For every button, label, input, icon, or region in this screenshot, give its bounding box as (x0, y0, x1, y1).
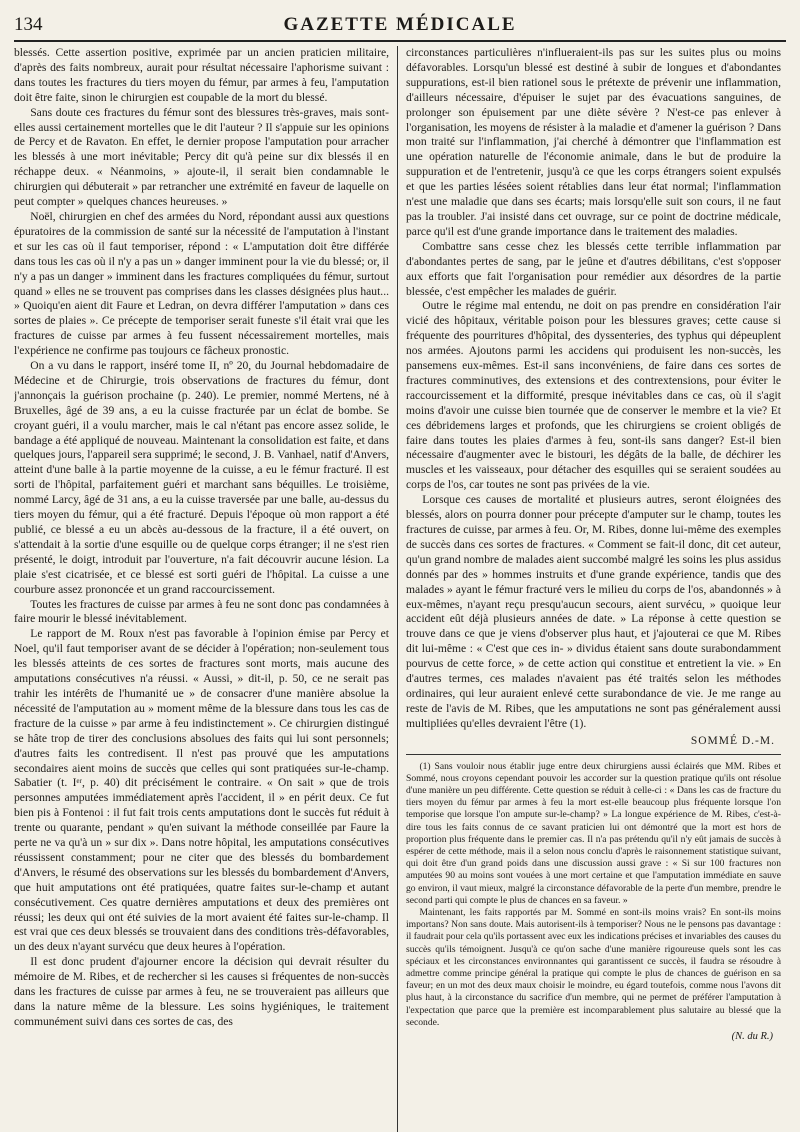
page-number: 134 (14, 14, 43, 35)
paragraph: On a vu dans le rapport, inséré tome II, nº 20, du Journal hebdomadaire de Médecine et de Chirurgie, trois observations de fractures du fémur, dont j'annonçais la guérison prochaine (p. 240). Le premier, nommé Mertens, né à Bruxelles, âgé de 39 ans, a eu la cuisse fracturée par un éclat de bombe. Se croyant guéri, il a voulu marcher, mais le cal n'étant pas encore assez solide, le bandage a été appliqué de nouveau. Maintenant la consolidation est faite, et dans quelques jours, l'appareil sera supprimé; le second, J. B. Vanhael, natif d'Anvers, atteint d'une balle à la partie moyenne de la cuisse, a eu le fémur fracturé. Il est sorti de l'hôpital, parfaitement guéri et marchant sans béquilles. Le troisième, nommé Larcy, âgé de 31 ans, a eu la cuisse traversée par une balle, au-dessus du tiers moyen du fémur, qui a été fracturé. Depuis l'époque où mon rapport a été publié, ce blessé a eu un abcès au-dessous de la fracture, il a été ouvert, on s'attendait à la sortie d'une esquille ou de quelque corps étranger; il ne s'est rien présenté, le doigt, introduit par l'ouverture, n'a fait découvrir aucune lésion. La plaie s'est cicatrisée, et ce blessé est sorti guéri de l'hôpital. La cuisse a une courbure assez prononcée et un grand raccourcissement. (14, 359, 389, 596)
footnote-paragraph: Maintenant, les faits rapportés par M. Sommé en sont-ils moins vrais? En sont-ils moins importans? Non sans doute. Mais autorisent-ils à temporiser? Nous ne le pensons pas davantage : il faudrait pour cela qu'ils portassent avec eux les indications précises et invariables des causes du succès qu'ils témoignent. Jusqu'à ce qu'on sache d'une manière rigoureuse quels sont les cas spéciaux et les circonstances environnantes qui garantissent ce succès, il faudra se résoudre à admettre comme principe général la pratique qui compte le plus de chances de guérison en sa faveur; en un mot des deux maux choisir le moindre, eu égard toutefois, comme nous l'avons dit plus haut, à la circonstance du sacrifice d'un membre, qui ne permet de préférer l'amputation à l'expectation que parce que la première est incomparablement plus salutaire au blessé que la seconde. (406, 907, 781, 1028)
journal-title: GAZETTE MÉDICALE (283, 14, 517, 35)
page-header (14, 14, 786, 42)
right-column (398, 46, 781, 1132)
paragraph: Sans doute ces fractures du fémur sont des blessures très-graves, mais sont-elles aussi certainement mortelles que le dit l'auteur ? Il s'appuie sur les opinions de Percy et de Ravaton. En effet, le dernier propose l'amputation pour arracher les blessés à une mort inévitable; Percy dit qu'à peine sur dix blessés il en réchappe deux. « Néanmoins, » ajoute-il, il serait bien condamnable le chirurgien qui débuterait » par retrancher une extrémité en faveur de laquelle on peut compter » quelques chances heureuses. » (14, 105, 389, 209)
paragraph: Combattre sans cesse chez les blessés cette terrible inflammation par d'abondantes pertes de sang, par le jeûne et d'autres débilitans, c'est s'opposer aux efforts que fait l'organisation pour remédier aux désordres de la partie blessée, c'est empêcher les malades de guérir. (406, 239, 781, 298)
author-signature: SOMMÉ D.-M. (690, 734, 775, 747)
paragraph: Il est donc prudent d'ajourner encore la décision qui devrait résulter du mémoire de M. Ribes, et de rechercher si les causes si fréquentes de non-succès dans les fractures de cuisse par armes à feu, ne se trouveraient pas ailleurs que dans la nature même de la blessure. Les soins hygiéniques, le traitement communément suivi dans ces sortes de cas, des (14, 955, 389, 1028)
editor-note-signature: (N. du R.) (731, 1031, 773, 1043)
paragraph: Outre le régime mal entendu, ne doit on pas prendre en considération l'air vicié des hôpitaux, véritable poison pour les blessures graves; cette cause si fréquente des pourritures d'hôpital, des dyssenteries, des typhus qui dépeuplent nos armées. Ajoutons parmi les accidens qui produisent les non-succès, les pansemens eux-mêmes. Est-il sans inconvéniens, de faire dans ces sortes de fractures comminutives, des extensions et des contrextensions, pour éviter le raccourcissement et la difformité, presque inévitables dans ce cas, où il s'agit moins d'avoir une cuisse bien tournée que de conserver le membre et la vie? Et ces débridemens larges et profonds, que les chirurgiens se croient obligés de faire dans toutes les plaies d'armes à feu, sont-ils sans danger? Est-il bien nécessaire d'augmenter avec le bistouri, les dégâts de la balle, de déchirer les muscles et les vaisseaux, pour détacher des esquilles qui se seraient soudées au corps de l'os, car toutes ne sont pas privées de la vie. (406, 299, 781, 492)
footnote-rule (406, 754, 781, 755)
left-column (14, 46, 397, 1132)
paragraph: Noël, chirurgien en chef des armées du Nord, répondant aussi aux questions épuratoires de la commission de santé sur la nécessité de l'amputation à l'instant et sur les cas où il faut temporiser, répond : « L'amputation doit être différée dans tous les cas où il n'y a pas un » danger imminent pour la vie du blessé; or, il n'y a pas un danger » imminent dans les fractures compliquées du fémur, surtout quand » elles ne se trouvent pas comprises dans les classes désignées plus haut... » Quoiqu'en aient dit Faure et Ledran, on devra différer l'amputation » dans ces sortes de plaies ». Ce précepte de temporiser serait funeste s'il était vrai que les fractures de cuisse par armes à feu fussent nécessairement mortelles, mais l'expérience ne confirme pas toujours ce fâcheux pronostic. (14, 209, 389, 358)
text-columns (14, 46, 786, 1132)
paragraph: Toutes les fractures de cuisse par armes à feu ne sont donc pas condamnées à faire mourir le blessé inévitablement. (14, 597, 389, 626)
paragraph: blessés. Cette assertion positive, exprimée par un ancien praticien militaire, d'après des faits nombreux, aurait pour résultat nécessaire l'aphorisme suivant : dans toutes les fractures du tiers moyen du fémur, par armes à feu, l'amputation doit être faite, sinon le chirurgien est coupable de la mort du blessé. (14, 46, 389, 104)
paragraph: circonstances particulières n'influeraient-ils pas sur les suites plus ou moins défavorables. Lorsqu'un blessé est destiné à subir de longues et d'abondantes suppurations, est-il bien rationel sous le prétexte de prévenir une inflammation, d'ailleurs nécessaire, d'épuiser le sujet par des évacuations sanguines, de prolonger son épuisement par une diète sévère ? N'est-ce pas enlever à l'organisation, les moyens de résister à la maladie et d'amener la guérison ? Dans mon traité sur l'inflammation, j'ai cherché à démontrer que l'inflammation est une opération naturelle de l'économie animale, dans le but de produire la suppuration et de l'entretenir, jusqu'à ce que les corps étrangers soient expulsés et que les parties lésées soient rétablies dans leur état normal; l'inflammation n'est une maladie que dans ses écarts; mais lorsqu'elle suit son cours, il ne faut pas la troubler. J'ai insisté dans cet ouvrage, sur ce point de doctrine médicale, parce qu'il est d'une grande importance dans le traitement des maladies. (406, 46, 781, 238)
footnote-paragraph: (1) Sans vouloir nous établir juge entre deux chirurgiens aussi éclairés que MM. Ribes et Sommé, nous croyons cependant pouvoir les accorder sur la question pratique qu'ils ont résolue d'une manière un peu différente. Cette question se réduit à celle-ci : « Dans les cas de fracture du tiers moyen du fémur par armes à feu la mort est-elle beaucoup plus fréquente lorsque l'on temporise que lorsque l'on ampute sur-le-champ? » La longue expérience de M. Ribes, c'est-à-dire tous les faits connus de ce savant praticien lui ont démontré que la mort est hors de proportion plus fréquente dans le premier cas. Il n'a pas prétendu qu'il n'y eût jamais de succès à espérer de cette méthode, mais il a selon nous conclu d'après le raisonnement statistique suivant, qui doit être d'un grand poids dans une discussion aussi grave : « Si sur 100 fractures non amputées 90 au moins sont vouées à une mort certaine et que l'amputation immédiate en sauve go environ, il vaut mieux, malgré la circonstance défavorable de la perte d'un membre, prendre le second parti qui compte le plus de chances en sa faveur. » (406, 760, 781, 906)
paragraph: Lorsque ces causes de mortalité et plusieurs autres, seront éloignées des blessés, alors on pourra donner pour précepte d'amputer sur le champ, toutes les fractures de cuisse, par armes à feu. Or, M. Ribes, donne lui-même des exemples de succès dans ces sortes de fractures. « Comment se fait-il donc, dit cet auteur, qu'un grand nombre de malades aient succombé malgré les soins les plus assidus donnés par des » hommes instruits et d'une grande expérience, tandis que des malades » ayant le fémur fracturé vers le milieu du corps de l'os, abandonnés » à eux-mêmes, n'ayant reçu presqu'aucun secours, aient survécu, » quoique leur accident eût déjà plusieurs années de date. » La réponse à cette question se trouve dans ce que je viens d'observer plus haut, et j'ajouterai ce que M. Ribes dit lui-même : « C'est que ces in- » dividus étaient sans doute surabondamment pourvus de cette force, » de cette action qui constitue et entretient la vie. » En d'autres termes, ces malades n'avaient pas été traités selon les méthodes ordinaires, qui leur auraient enlevé cette surabondance de vie. Je me range au reste de l'avis de M. Ribes, que les amputations ne sont pas généralement aussi multipliées qu'elles devraient l'être (1). (406, 493, 781, 730)
paragraph: Le rapport de M. Roux n'est pas favorable à l'opinion émise par Percy et Noel, qu'il faut temporiser avant de se décider à l'opération; non-seulement tous les blessés atteints de ces sortes de fractures sont morts, mais aucune des amputations consécutives n'a réussi. « Aussi, » dit-il, p. 50, ce ne serait pas trahir les intérêts de l'humanité ue » de consacrer d'une manière absolue la nécessité de l'amputation au » moment même de la blessure dans tous les cas de fracture de la cuisse » par arme à feu indistinctement ». Ce chirurgien distingué se hâte trop de tirer des conclusions absolues des faits qui lui sont personnels; d'autres faits les contredisent. Il n'est pas prouvé que les amputations secondaires aient moins de succès que celles qui sont pratiquées sur-le-champ. Sabatier (t. Iᵉʳ, p. 40) dit précisément le contraire. « On sait » que de trois personnes amputées immédiatement après l'accident, il » en périt deux. Ce fut bien pis à Fontenoi : il fut fait trois cents amputations dont le succès fut réduit à trente ou quarante, pendant » qu'en suivant la méthode conseillée par Faure la perte ne va qu'à un » sur dix ». Dans notre hôpital, les amputations consécutives réussissent constamment; pour ne citer que des blessés du bombardement d'Anvers, le résumé des observations sur les blessés du bombardement d'Anvers, que huit amputations ont été pratiquées, quatre faites sur-le-champ et autant consécutivement. Ces quatre dernières amputations et deux des premières ont réussi; les deux qui ont été suivies de la mort avaient été faites sur-le-champ. Il est vrai que ces deux blessés se trouvaient dans des conditions très-défavorables, un des deux n'ayant survécu que deux heures à l'opération. (14, 627, 389, 954)
footnote (406, 761, 781, 1044)
